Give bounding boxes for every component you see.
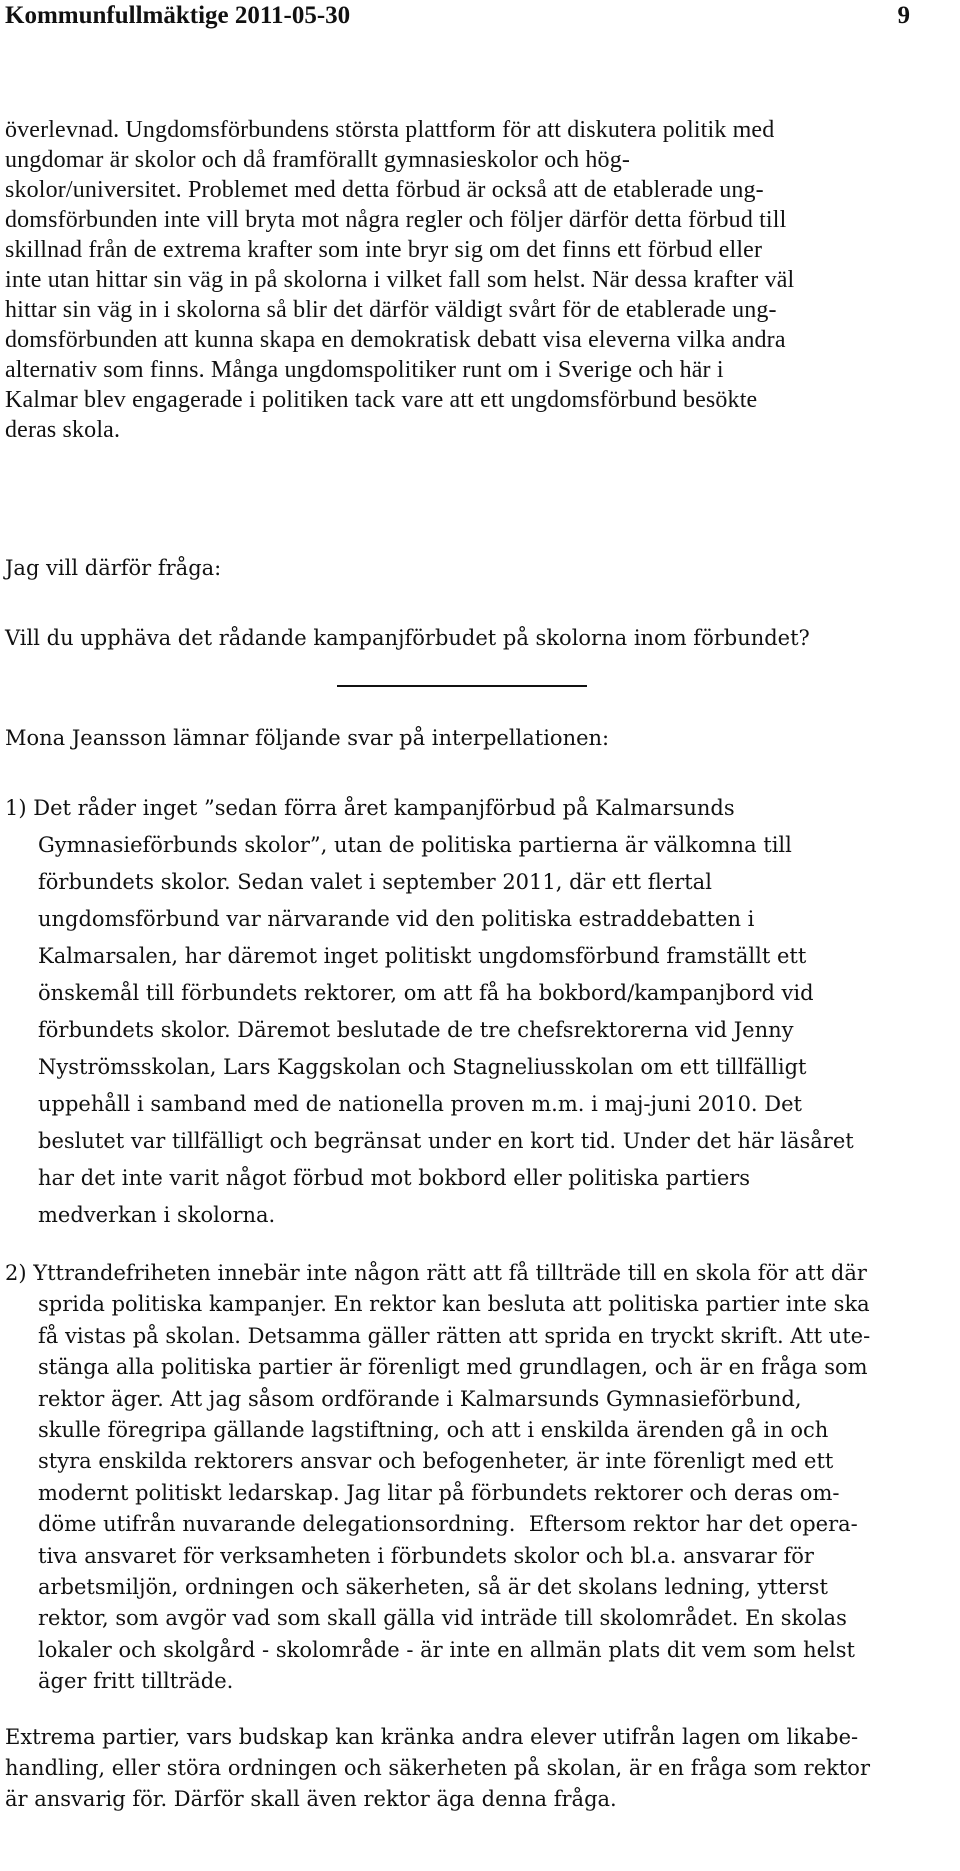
text-line: lokaler och skolgård - skolområde - är inte en allmän plats dit vem som helst (38, 1637, 855, 1662)
text-line: Extrema partier, vars budskap kan kränka andra elever utifrån lagen om likabe- (5, 1724, 859, 1749)
answer-intro: Mona Jeansson lämnar följande svar på interpellationen: (5, 726, 610, 750)
text-line: önskemål till förbundets rektorer, om att få ha bokbord/kampanjbord vid (38, 981, 814, 1005)
text-line: alternativ som finns. Många ungdomspolitiker runt om i Sverige och här i (5, 357, 724, 383)
text-line: uppehåll i samband med de nationella proven m.m. i maj-juni 2010. Det (38, 1092, 802, 1116)
text-line: domsförbunden att kunna skapa en demokratisk debatt visa eleverna vilka andra (5, 327, 786, 353)
page-header (5, 0, 910, 32)
document-title: Kommunfullmäktige 2011-05-30 (5, 2, 351, 29)
text-line: sprida politiska kampanjer. En rektor kan besluta att politiska partier inte ska (38, 1292, 870, 1317)
text-line: ungdomar är skolor och då framförallt gymnasieskolor och hög- (5, 147, 630, 173)
text-line: rektor äger. Att jag såsom ordförande i Kalmarsunds Gymnasieförbund, (38, 1386, 802, 1411)
text-line: Gymnasieförbunds skolor”, utan de politiska partierna är välkomna till (38, 833, 792, 857)
text-line: tiva ansvaret för verksamheten i förbundets skolor och bl.a. ansvarar för (38, 1543, 814, 1568)
text-line: handling, eller störa ordningen och säkerheten på skolan, är en fråga som rektor (5, 1755, 870, 1780)
text-line: domsförbunden inte vill bryta mot några regler och följer därför detta förbud till (5, 207, 787, 233)
text-line: modernt politiskt ledarskap. Jag litar på förbundets rektorer och deras om- (38, 1480, 840, 1505)
section-divider (337, 685, 587, 687)
text-line: 2) Yttrandefriheten innebär inte någon rätt att få tillträde till en skola för att där (5, 1261, 867, 1285)
text-line: arbetsmiljön, ordningen och säkerheten, så är det skolans ledning, ytterst (38, 1575, 828, 1599)
text-line: medverkan i skolorna. (38, 1203, 276, 1227)
text-line: ungdomsförbund var närvarande vid den politiska estraddebatten i (38, 907, 755, 931)
text-line: skolor/universitet. Problemet med detta förbud är också att de etablerade ung- (5, 177, 764, 203)
text-line: äger fritt tillträde. (38, 1669, 234, 1694)
question-text: Vill du upphäva det rådande kampanjförbudet på skolorna inom förbundet? (5, 626, 810, 650)
page-number: 9 (897, 2, 910, 29)
text-line: förbundets skolor. Sedan valet i september 2011, där ett flertal (38, 870, 712, 894)
question-intro: Jag vill därför fråga: (5, 556, 222, 580)
text-line: beslutet var tillfälligt och begränsat under en kort tid. Under det här läsåret (38, 1129, 854, 1153)
text-line: stänga alla politiska partier är förenligt med grundlagen, och är en fråga som (38, 1355, 868, 1380)
text-line: 1) Det råder inget ”sedan förra året kampanjförbud på Kalmarsunds (5, 796, 735, 820)
text-line: skulle föregripa gällande lagstiftning, och att i enskilda ärenden gå in och (38, 1418, 829, 1442)
text-line: skillnad från de extrema krafter som inte bryr sig om det finns ett förbud eller (5, 237, 763, 263)
text-line: Nyströmsskolan, Lars Kaggskolan och Stagneliusskolan om ett tillfälligt (38, 1055, 807, 1079)
text-line: Kalmarsalen, har däremot inget politiskt ungdomsförbund framställt ett (38, 944, 807, 968)
text-line: rektor, som avgör vad som skall gälla vid inträde till skolområdet. En skolas (38, 1606, 847, 1631)
text-line: deras skola. (5, 417, 121, 443)
text-line: förbundets skolor. Däremot beslutade de tre chefsrektorerna vid Jenny (38, 1018, 794, 1042)
text-line: styra enskilda rektorers ansvar och befogenheter, är inte förenligt med ett (38, 1449, 834, 1474)
text-line: Kalmar blev engagerade i politiken tack vare att ett ungdomsförbund besökte (5, 387, 758, 413)
text-line: inte utan hittar sin väg in på skolorna i vilket fall som helst. När dessa krafter väl (5, 267, 795, 293)
text-line: är ansvarig för. Därför skall även rektor äga denna fråga. (5, 1786, 617, 1811)
text-line: hittar sin väg in i skolorna så blir det därför väldigt svårt för de etablerade ung- (5, 297, 777, 323)
text-line: har det inte varit något förbud mot bokbord eller politiska partiers (38, 1166, 751, 1190)
text-line: överlevnad. Ungdomsförbundens största plattform för att diskutera politik med (5, 117, 775, 143)
text-line: döme utifrån nuvarande delegationsordning. Eftersom rektor har det opera- (38, 1512, 858, 1537)
text-line: få vistas på skolan. Detsamma gäller rätten att sprida en tryckt skrift. Att ute- (38, 1323, 871, 1348)
